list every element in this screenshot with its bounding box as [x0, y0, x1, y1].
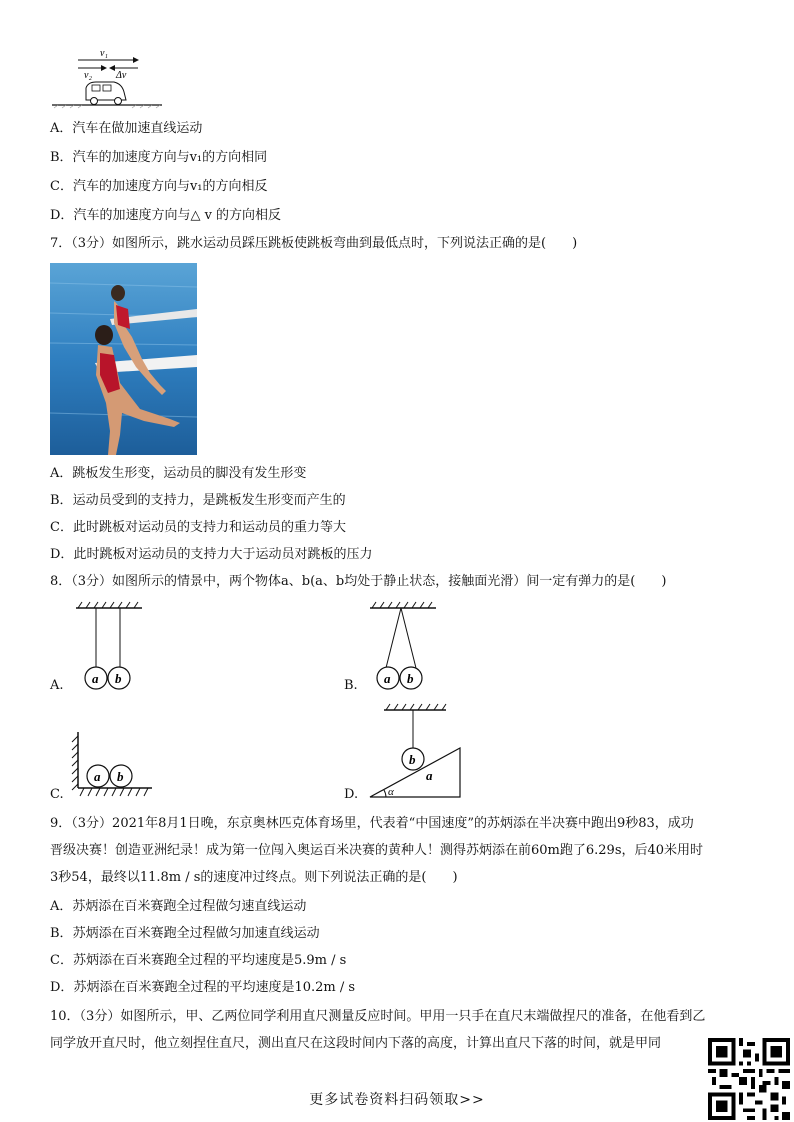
q9-option-b: B．苏炳添在百米赛跑全过程做匀加速直线运动 — [50, 926, 320, 941]
dv-label: Δv — [116, 70, 127, 81]
q8-stem: 8．（3分）如图所示的情景中，两个物体a、b(a、b均处于静止状态，接触面光滑）间一定有弹力的是( ) — [50, 574, 667, 589]
svg-text:b: b — [117, 769, 124, 784]
svg-text:b: b — [115, 671, 122, 686]
q6-option-c: C．汽车的加速度方向与v₁的方向相反 — [50, 179, 268, 194]
q9-option-a: A．苏炳添在百米赛跑全过程做匀速直线运动 — [50, 899, 307, 914]
q9-option-d: D．苏炳添在百米赛跑全过程的平均速度是10.2m / s — [50, 980, 356, 995]
q9-stem-line-2: 晋级决赛！创造亚洲纪录！成为第一位闯入奥运百米决赛的黄种人！测得苏炳添在前60m跑了6.29s，后40米用时 — [50, 843, 704, 858]
v1-label: v₁ — [100, 48, 108, 59]
q10-stem-line-1: 10．（3分）如图所示，甲、乙两位同学利用直尺测量反应时间。甲用一只手在直尺末端做捏尺的准备，在他看到乙 — [50, 1009, 706, 1024]
q9-stem-line-3: 3秒54，最终以11.8m / s的速度冲过终点。则下列说法正确的是( ) — [50, 870, 458, 885]
footer-promo-text[interactable]: 更多试卷资料扫码领取>> — [309, 1092, 485, 1108]
q8-figure-a — [70, 600, 150, 696]
svg-text:a: a — [94, 769, 101, 784]
svg-text:a: a — [92, 671, 99, 686]
q7-stem: 7．（3分）如图所示，跳水运动员踩压跳板使跳板弯曲到最低点时，下列说法正确的是( ) — [50, 236, 578, 251]
svg-text:b: b — [409, 752, 416, 767]
q7-option-b: B．运动员受到的支持力，是跳板发生形变而产生的 — [50, 493, 346, 508]
q8-label-d: D. — [344, 787, 359, 802]
q8-figure-c — [70, 730, 156, 802]
q9-stem-line-1: 9．（3分）2021年8月1日晚，东京奥林匹克体育场里，代表着“中国速度”的苏炳添在半决赛中跑出9秒83，成功 — [50, 816, 694, 831]
svg-text:a: a — [426, 768, 433, 783]
q8-label-a: A. — [50, 678, 64, 693]
svg-text:α: α — [388, 786, 394, 798]
diver-photo — [50, 263, 197, 455]
q8-figure-b — [364, 600, 444, 696]
svg-text:b: b — [407, 671, 414, 686]
q6-option-d: D．汽车的加速度方向与△ v 的方向相反 — [50, 208, 282, 223]
q6-option-b: B．汽车的加速度方向与v₁的方向相同 — [50, 150, 268, 165]
q10-stem-line-2: 同学放开直尺时，他立刻捏住直尺，测出直尺在这段时间内下落的高度，计算出直尺下落的时间，就是甲同 — [50, 1036, 662, 1051]
q7-option-c: C．此时跳板对运动员的支持力和运动员的重力等大 — [50, 520, 346, 535]
q8-label-b: B. — [344, 678, 358, 693]
v2-label: v₂ — [84, 70, 92, 81]
q8-label-c: C. — [50, 787, 64, 802]
car-velocity-figure — [48, 44, 166, 110]
q7-option-d: D．此时跳板对运动员的支持力大于运动员对跳板的压力 — [50, 547, 373, 562]
q9-option-c: C．苏炳添在百米赛跑全过程的平均速度是5.9m / s — [50, 953, 347, 968]
q6-option-a: A．汽车在做加速直线运动 — [50, 121, 203, 136]
q7-option-a: A．跳板发生形变，运动员的脚没有发生形变 — [50, 466, 307, 481]
svg-text:a: a — [384, 671, 391, 686]
q8-figure-d — [364, 700, 464, 804]
